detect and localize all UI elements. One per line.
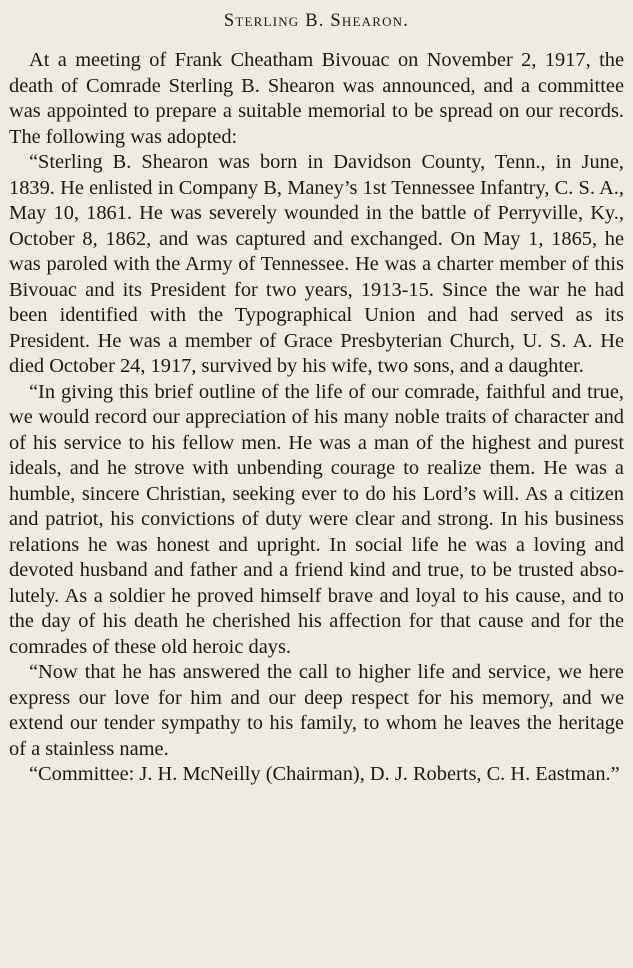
paragraph-meeting: At a meeting of Frank Cheatham Bivouac on November 2, 1917, the death of Comrade Sterling B. Shearon was announced, and a committee was appointed to prepare a suitable memorial to be spread on our records. The following was adopted: (9, 49, 624, 148)
paragraph-committee: “Committee: J. H. McNeilly (Chairman), D. J. Roberts, C. H. Eastman.” (29, 763, 620, 785)
paragraph-appreciation: “In giving this brief outline of the life of our comrade, faithful and true, we would record our appreciation of his many noble traits of character and of his service to his fellow men. He was a man of the highest and purest ideals, and he strove with unbending courage to realize them. He was a humble, sincere Christian, seeking ever to do his Lord’s will. As a citizen and patriot, his convictions of duty were clear and strong. In his business relations he was honest and upright. In social life he was a loving and devoted husband and father and a friend kind and true, to be trusted absolutely. As a soldier he proved himself brave and loyal to his cause, and to the day of his death he cherished his affection for that cause and for the comrades of these old heroic days. (9, 380, 624, 658)
paragraph-biography: “Sterling B. Shearon was born in Davidson County, Tenn., in June, 1839. He enlisted in Company B, Maney’s 1st Tennessee Infantry, C. S. A., May 10, 1861. He was severely wounded in the battle of Perryville, Ky., October 8, 1862, and was captured and exchanged. On May 1, 1865, he was paroled with the Army of Tennessee. He was a charter member of this Bivouac and its President for two years, 1913-15. Since the war he had been identified with the Typographical Union and had served as its President. He was a member of Grace Presbyterian Church, U. S. A. He died October 24, 1917, survived by his wife, two sons, and a daughter. (9, 151, 624, 377)
memorial-title: Sterling B. Shearon. (223, 11, 410, 31)
paragraph-sympathy: “Now that he has answered the call to higher life and service, we here express our love for him and our deep respect for his memory, and we extend our tender sympathy to his family, to whom he leaves the heritage of a stainless name. (9, 661, 624, 760)
